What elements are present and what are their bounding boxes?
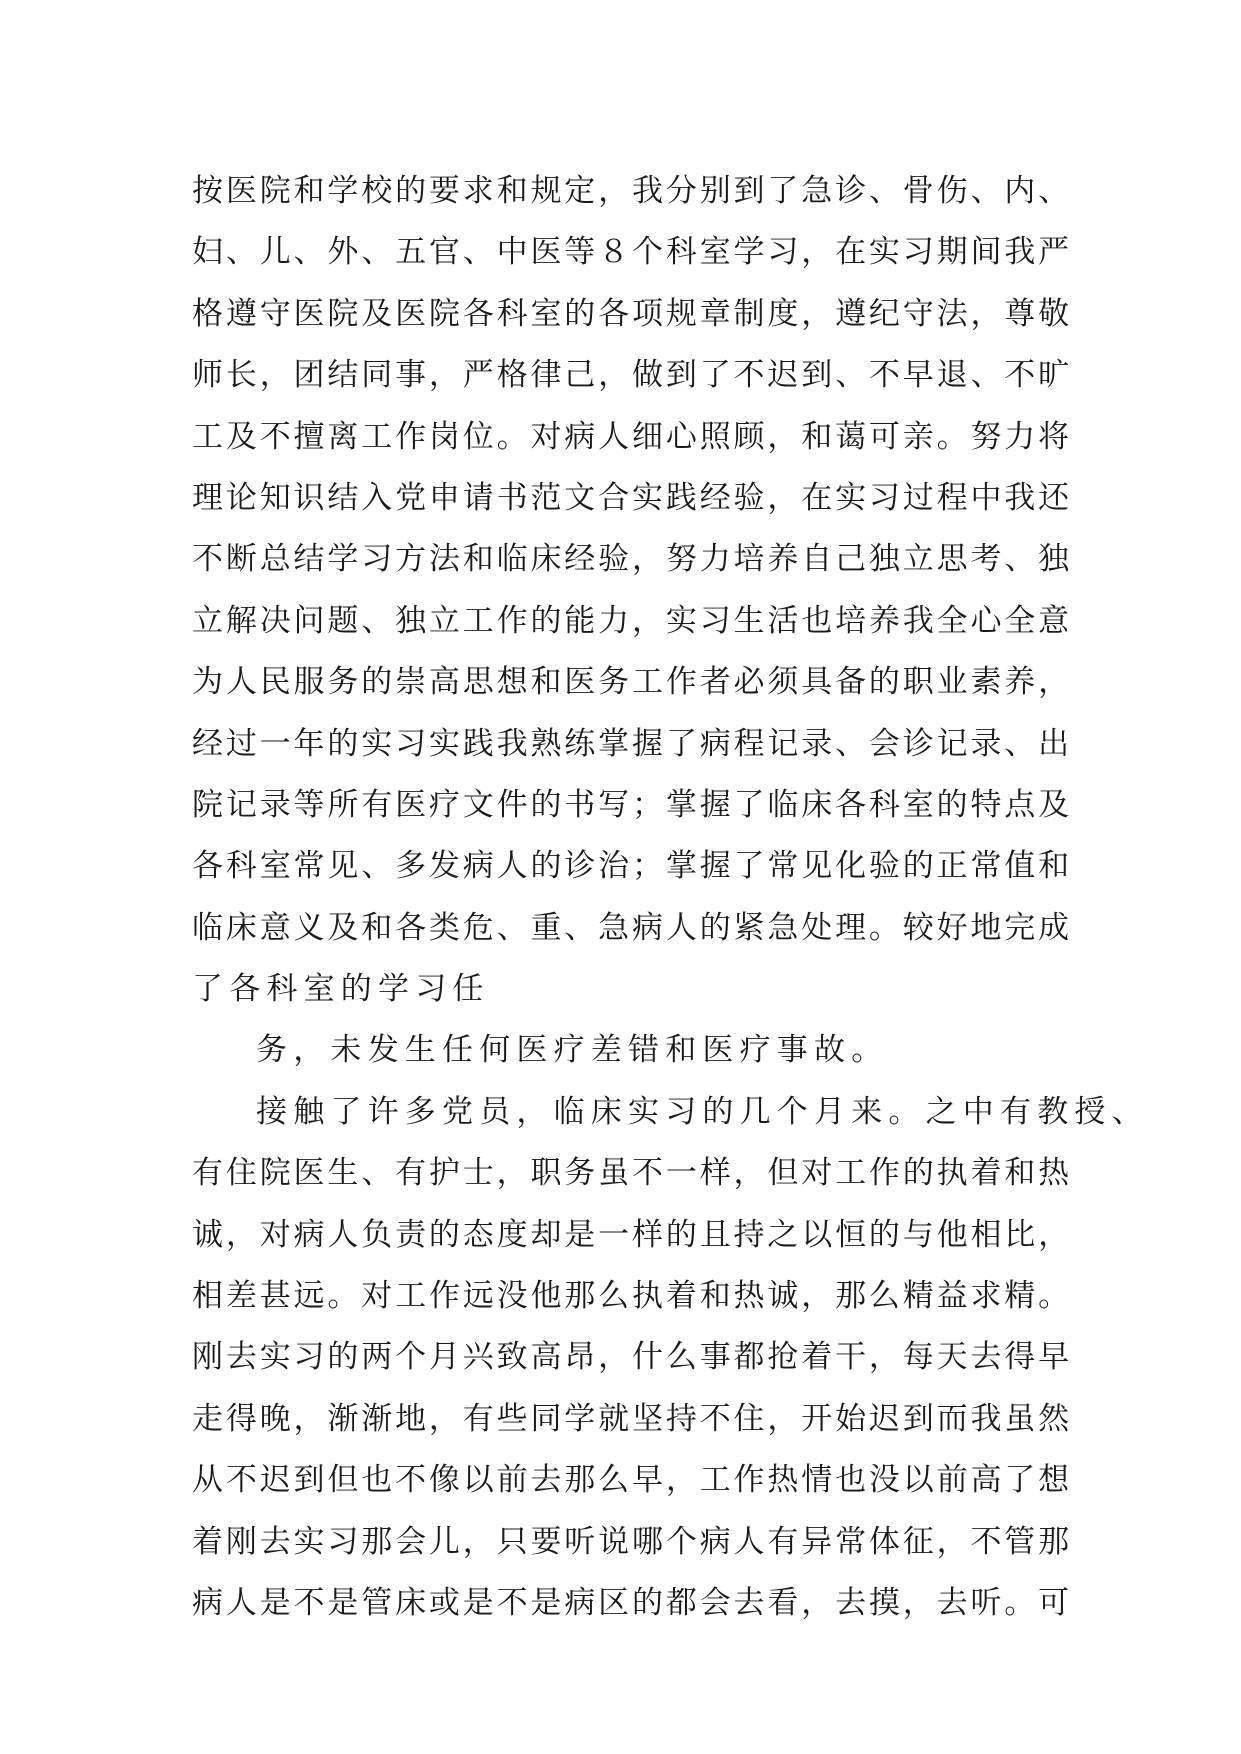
- text-line: 走得晚，渐渐地，有些同学就坚持不住，开始迟到而我虽然: [192, 1400, 1072, 1437]
- text-line: 工及不擅离工作岗位。对病人细心照顾，和蔼可亲。努力将: [192, 418, 1072, 455]
- text-line: 院记录等所有医疗文件的书写；掌握了临床各科室的特点及: [192, 786, 1072, 823]
- text-line: 刚去实习的两个月兴致高昂，什么事都抢着干，每天去得早: [192, 1339, 1072, 1376]
- text-line: 从不迟到但也不像以前去那么早，工作热情也没以前高了想: [192, 1462, 1072, 1499]
- text-line: 务，未发生任何医疗差错和医疗事故。: [256, 1032, 889, 1069]
- text-line: 诚，对病人负责的态度却是一样的且持之以恒的与他相比，: [192, 1216, 1072, 1253]
- text-line: 病人是不是管床或是不是病区的都会去看，去摸，去听。可: [192, 1584, 1072, 1621]
- text-line: 有住院医生、有护士，职务虽不一样，但对工作的执着和热: [192, 1155, 1072, 1192]
- text-line: 接触了许多党员，临床实习的几个月来。之中有教授、: [256, 1093, 1149, 1130]
- text-line: 立解决问题、独立工作的能力，实习生活也培养我全心全意: [192, 602, 1072, 639]
- text-line: 了各科室的学习任: [192, 971, 490, 1008]
- text-line: 着刚去实习那会儿，只要听说哪个病人有异常体征，不管那: [192, 1523, 1072, 1560]
- text-line: 按医院和学校的要求和规定，我分别到了急诊、骨伤、内、: [192, 173, 1072, 209]
- text-line: 妇、儿、外、五官、中医等８个科室学习，在实习期间我严: [192, 234, 1072, 271]
- text-line: 为人民服务的崇高思想和医务工作者必须具备的职业素养，: [192, 664, 1072, 701]
- text-line: 师长，团结同事，严格律己，做到了不迟到、不早退、不旷: [192, 357, 1072, 394]
- document-body: [192, 161, 1149, 1634]
- text-line: 各科室常见、多发病人的诊治；掌握了常见化验的正常值和: [192, 848, 1072, 885]
- text-line: 相差甚远。对工作远没他那么执着和热诚，那么精益求精。: [192, 1278, 1072, 1315]
- text-line: 理论知识结入党申请书范文合实践经验，在实习过程中我还: [192, 479, 1072, 516]
- text-line: 经过一年的实习实践我熟练掌握了病程记录、会诊记录、出: [192, 725, 1072, 762]
- text-line: 格遵守医院及医院各科室的各项规章制度，遵纪守法，尊敬: [192, 295, 1072, 332]
- text-line: 临床意义及和各类危、重、急病人的紧急处理。较好地完成: [192, 909, 1072, 946]
- text-line: 不断总结学习方法和临床经验，努力培养自己独立思考、独: [192, 541, 1072, 578]
